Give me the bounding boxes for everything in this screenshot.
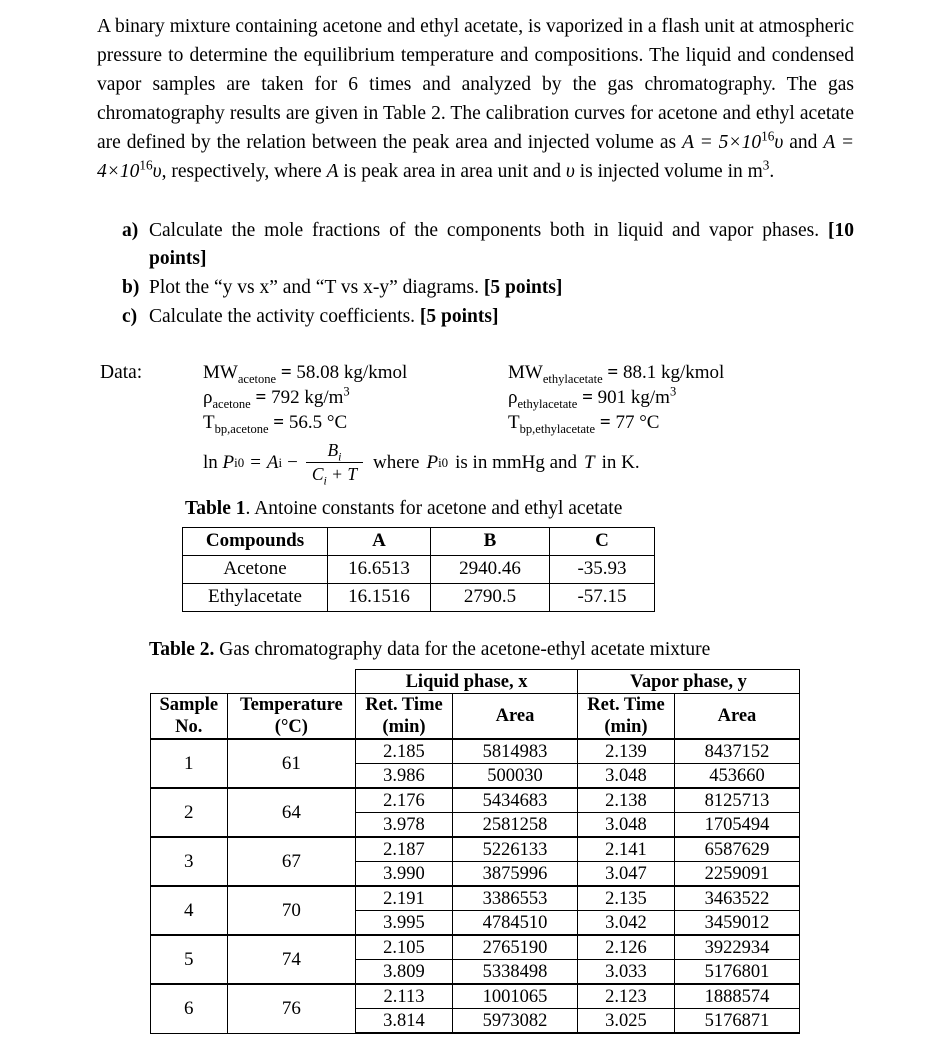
density-ethylacetate [508, 385, 863, 410]
density-acetone [203, 385, 508, 410]
tbp-acetone-value: 56.5 °C [288, 412, 348, 433]
table2-r4a-y-area: 3463522 [674, 886, 799, 911]
equation-2-comma: , [161, 161, 167, 182]
table2-header-sample-line1: Sample [159, 695, 219, 715]
table2-temperature-3: 67 [227, 837, 355, 886]
table2-sample-3: 3 [151, 837, 228, 886]
antoine-B-subscript: i [338, 449, 342, 464]
table2-temperature-5: 74 [227, 935, 355, 984]
antoine-tail-b: in K. [601, 451, 640, 473]
table2-r1a-y-area: 8437152 [674, 739, 799, 764]
table2-temperature-1: 61 [227, 739, 355, 788]
table2-r6b-x-ret: 3.814 [356, 1009, 453, 1034]
antoine-B-symbol: B [327, 440, 339, 460]
table-row [151, 886, 800, 911]
table2-r3a-y-area: 6587629 [674, 837, 799, 862]
antoine-ln [203, 452, 223, 474]
question-b-marker: b) [122, 277, 140, 298]
table2-r2a-y-area: 8125713 [674, 788, 799, 813]
table2-phase-spacer-2 [227, 670, 355, 694]
question-b-points: [5 points] [483, 277, 563, 298]
symbol-nu: υ [565, 161, 575, 182]
table2-r1a-x-ret: 2.185 [356, 739, 453, 764]
antoine-P-symbol: P [222, 451, 235, 473]
tbp-acetone-subscript: bp,acetone [214, 421, 269, 436]
table2-r6b-y-ret: 3.025 [578, 1009, 675, 1034]
data-label: Data: [100, 362, 143, 383]
table2-r2b-y-area: 1705494 [674, 813, 799, 838]
table1-header-compounds: Compounds [183, 528, 328, 556]
tbp-ethylacetate-subscript: bp,ethylacetate [519, 421, 596, 436]
density-acetone-unit-exponent: 3 [343, 384, 350, 399]
intro-line-5: Table 2. The calibration curves for acetone and ethyl acetate are defined by the [97, 103, 854, 153]
antoine-equation: ln P i 0 = A i − $\frac{B_i}{C_i + T}$ where P i 0 is in mmHg and T in K. [203, 440, 640, 488]
table2-r2b-y-ret: 3.048 [578, 813, 675, 838]
table2-r4a-y-ret: 2.135 [578, 886, 675, 911]
table2-r1a-y-ret: 2.139 [578, 739, 675, 764]
equation-1-exponent: 16 [761, 128, 775, 144]
antoine-T-symbol: T [584, 451, 595, 473]
intro-line-3: compositions. The liquid and condensed vapor samples are taken for 6 times and [97, 45, 855, 95]
table1-header-b: B [431, 528, 550, 556]
table2-r4b-y-ret: 3.042 [578, 911, 675, 936]
table-row [183, 584, 655, 612]
cubic-exponent: 3 [762, 157, 770, 173]
antoine-fraction-numerator [321, 440, 347, 462]
table2-r1b-y-ret: 3.048 [578, 764, 675, 789]
question-item-a [122, 217, 854, 273]
table2-r3b-y-area: 2259091 [674, 862, 799, 887]
calibration-equation-1 [682, 128, 784, 153]
table2-header-liquid-area: Area [452, 694, 577, 740]
table2-r6b-x-area: 5973082 [452, 1009, 577, 1034]
table-row [151, 984, 800, 1009]
density-acetone-equals: = [255, 387, 267, 408]
table-row [151, 837, 800, 862]
equation-1-variable: υ [774, 132, 784, 153]
antoine-tail-a: is in mmHg and [455, 451, 578, 473]
question-a-points: [10 points] [149, 220, 854, 269]
table1-ethylacetate-a: 16.1516 [328, 584, 431, 612]
table2-header-vapor-area: Area [674, 694, 799, 740]
density-ethylacetate-value: 901 kg/m [597, 387, 670, 408]
symbol-A: A [326, 161, 339, 182]
table2-r5b-x-area: 5338498 [452, 960, 577, 985]
antoine-minus: − [287, 451, 298, 473]
intro-line-1: A binary mixture containing acetone and ethyl acetate, is vaporized in a flash unit [97, 16, 735, 37]
antoine-A-symbol: A [266, 451, 279, 473]
gas-chromatography-table [150, 669, 800, 1034]
table2-header-vapor-ret-line1: Ret. Time [587, 695, 665, 715]
table1-ethylacetate-name: Ethylacetate [183, 584, 328, 612]
table2-sample-4: 4 [151, 886, 228, 935]
table2-body [151, 739, 800, 1033]
equation-2-exponent: 16 [139, 157, 153, 173]
table1-acetone-a: 16.6513 [328, 556, 431, 584]
data-row-boiling-point [203, 410, 863, 435]
table-row [183, 556, 655, 584]
table2-header-liquid-ret-line2: (min) [382, 717, 426, 737]
antoine-fraction-denominator [306, 462, 363, 488]
table2-temperature-2: 64 [227, 788, 355, 837]
question-a-text: Calculate the mole fractions of the components both in liquid and vapor phases. [149, 220, 820, 241]
question-c-points: [5 points] [419, 306, 499, 327]
table1-caption [185, 498, 622, 520]
table2-r2a-x-area: 5434683 [452, 788, 577, 813]
intro-line-2: at atmospheric pressure to determine the equilibrium temperature and [97, 16, 855, 66]
table1-caption-text: . Antoine constants for acetone and ethyl acetate [245, 498, 623, 519]
table2-r6a-y-ret: 2.123 [578, 984, 675, 1009]
intro-line-6: relation between the peak area and injected volume as [246, 132, 677, 153]
table2-r3b-x-ret: 3.990 [356, 862, 453, 887]
data-row-density [203, 385, 863, 410]
question-list [122, 217, 854, 332]
table1-ethylacetate-c: -57.15 [550, 584, 655, 612]
density-ethylacetate-equals: = [582, 387, 593, 408]
table2-r3b-x-area: 3875996 [452, 862, 577, 887]
table2-r1b-x-ret: 3.986 [356, 764, 453, 789]
tbp-acetone-equals: = [273, 412, 285, 433]
table1-header-c: C [550, 528, 655, 556]
table2-r4b-x-area: 4784510 [452, 911, 577, 936]
table2-sample-6: 6 [151, 984, 228, 1033]
table1-caption-label: Table 1 [185, 498, 246, 519]
table1-ethylacetate-b: 2790.5 [431, 584, 550, 612]
density-ethylacetate-subscript: ethylacetate [517, 396, 578, 411]
tbp-ethylacetate-symbol: T [508, 412, 520, 433]
table2-r1b-x-area: 500030 [452, 764, 577, 789]
density-acetone-subscript: acetone [212, 396, 251, 411]
tbp-acetone-symbol: T [203, 412, 215, 433]
table1-header-a: A [328, 528, 431, 556]
question-b-text: Plot the “y vs x” and “T vs x-y” diagrams. [149, 277, 479, 298]
table2-header-sample-line2: No. [175, 717, 203, 737]
table2-phase-spacer-1 [151, 670, 228, 694]
question-b-body [149, 274, 854, 302]
equation-2-variable: υ [152, 161, 162, 182]
question-c-marker: c) [122, 306, 138, 327]
table1-acetone-b: 2940.46 [431, 556, 550, 584]
question-c-body [149, 303, 854, 331]
tbp-ethylacetate-equals: = [599, 412, 611, 433]
mw-acetone-value: 58.08 kg/kmol [296, 362, 408, 383]
tbp-ethylacetate-value: 77 °C [615, 412, 660, 433]
table2-r2b-x-ret: 3.978 [356, 813, 453, 838]
table2-temperature-4: 70 [227, 886, 355, 935]
table2-r6a-y-area: 1888574 [674, 984, 799, 1009]
intro-line-7-b: is peak area in area unit and [343, 161, 562, 182]
table2-r1b-y-area: 453660 [674, 764, 799, 789]
table2-r2a-y-ret: 2.138 [578, 788, 675, 813]
table2-r2b-x-area: 2581258 [452, 813, 577, 838]
table2-r4b-y-area: 3459012 [674, 911, 799, 936]
antoine-where: where [373, 451, 420, 473]
density-acetone-value: 792 kg/m [271, 387, 344, 408]
table2-r5a-x-area: 2765190 [452, 935, 577, 960]
mw-ethylacetate-value: 88.1 kg/kmol [623, 362, 725, 383]
table2-r5a-y-area: 3922934 [674, 935, 799, 960]
intro-line-7-d: . [769, 161, 775, 182]
table2-column-header-row [151, 694, 800, 740]
table2-caption-label: Table 2. [149, 639, 215, 660]
mw-acetone-subscript: acetone [237, 371, 277, 386]
table2-header-temperature-line1: Temperature [239, 695, 343, 715]
data-row-molecular-weight [203, 360, 863, 385]
mw-ethylacetate-subscript: ethylacetate [542, 371, 603, 386]
table2-r3a-y-ret: 2.141 [578, 837, 675, 862]
table2-sample-5: 5 [151, 935, 228, 984]
intro-line-4: analyzed by the gas chromatography. The gas chromatography results are given in [97, 74, 854, 124]
table2-r5b-y-ret: 3.033 [578, 960, 675, 985]
problem-statement [97, 12, 854, 186]
question-a-body [149, 217, 854, 273]
table2-r5b-x-ret: 3.809 [356, 960, 453, 985]
data-properties [203, 360, 863, 435]
table2-r6a-x-ret: 2.113 [356, 984, 453, 1009]
antoine-constants-table [182, 527, 655, 612]
table2-r3b-y-ret: 3.047 [578, 862, 675, 887]
table-row [151, 935, 800, 960]
table2-r2a-x-ret: 2.176 [356, 788, 453, 813]
density-ethylacetate-unit-exponent: 3 [669, 384, 677, 399]
table2-temperature-6: 76 [227, 984, 355, 1033]
question-item-b [122, 274, 854, 302]
table1-acetone-c: -35.93 [550, 556, 655, 584]
conjunction-and: and [789, 132, 818, 153]
table2-header-vapor-ret-line2: (min) [604, 717, 648, 737]
antoine-ln-text: ln [203, 451, 218, 473]
intro-line-7-c: is injected volume in m [579, 161, 763, 182]
table2-caption-text: Gas chromatography data for the acetone-ethyl acetate mixture [214, 639, 711, 660]
table-row [151, 739, 800, 764]
table2-sample-1: 1 [151, 739, 228, 788]
table2-r5b-y-area: 5176801 [674, 960, 799, 985]
mw-acetone [203, 360, 508, 385]
question-item-c [122, 303, 854, 331]
question-c-text: Calculate the activity coefficients. [149, 306, 416, 327]
table2-r3a-x-area: 5226133 [452, 837, 577, 862]
table2-r4b-x-ret: 3.995 [356, 911, 453, 936]
table2-header-liquid-ret-time [356, 694, 453, 740]
mw-ethylacetate-equals: = [607, 362, 619, 383]
mw-ethylacetate [508, 360, 863, 385]
table2-r6b-y-area: 5176871 [674, 1009, 799, 1034]
table2-r6a-x-area: 1001065 [452, 984, 577, 1009]
antoine-fraction [306, 440, 363, 488]
antoine-plus-T: + T [331, 464, 358, 484]
table2-header-temperature [227, 694, 355, 740]
table2-header-sample-no [151, 694, 228, 740]
mw-acetone-symbol: MW [203, 362, 238, 383]
density-acetone-symbol: ρ [203, 387, 213, 408]
equation-1-body: A = 5×10 [682, 132, 762, 153]
table2-r5a-y-ret: 2.126 [578, 935, 675, 960]
mw-ethylacetate-symbol: MW [508, 362, 543, 383]
table-row [151, 788, 800, 813]
mw-acetone-equals: = [280, 362, 292, 383]
density-ethylacetate-symbol: ρ [508, 387, 518, 408]
antoine-C-subscript: i [323, 473, 327, 488]
table2-r5a-x-ret: 2.105 [356, 935, 453, 960]
table2-phase-header-row [151, 670, 800, 694]
tbp-ethylacetate [508, 410, 863, 435]
table2-caption [149, 639, 710, 661]
table1-header-row [183, 528, 655, 556]
equation-2-body: A = 4×10 [97, 132, 855, 182]
table2-r4a-x-area: 3386553 [452, 886, 577, 911]
table2-r3a-x-ret: 2.187 [356, 837, 453, 862]
antoine-P2-symbol: P [426, 451, 439, 473]
table2-header-temperature-line2: (°C) [274, 717, 308, 737]
table2-r4a-x-ret: 2.191 [356, 886, 453, 911]
table2-header-vapor-phase: Vapor phase, y [578, 670, 800, 694]
antoine-equals: = [250, 451, 261, 473]
table1-acetone-name: Acetone [183, 556, 328, 584]
table2-r1a-x-area: 5814983 [452, 739, 577, 764]
table2-header-liquid-ret-line1: Ret. Time [365, 695, 443, 715]
intro-line-7-a: respectively, where [171, 161, 322, 182]
antoine-C-symbol: C [311, 464, 324, 484]
table2-header-liquid-phase: Liquid phase, x [356, 670, 578, 694]
intro-line-7 [171, 157, 775, 182]
table2-sample-2: 2 [151, 788, 228, 837]
question-a-marker: a) [122, 220, 139, 241]
tbp-acetone [203, 410, 508, 435]
table2-header-vapor-ret-time [578, 694, 675, 740]
